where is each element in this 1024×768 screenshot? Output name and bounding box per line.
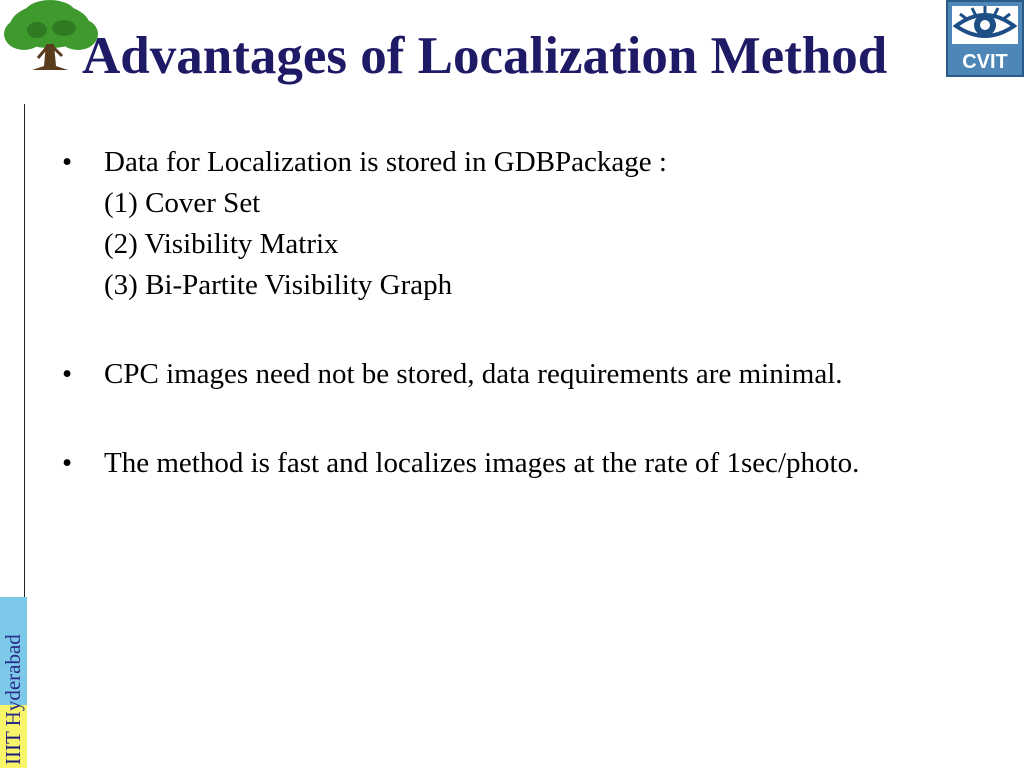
bullet-subitem: (2) Visibility Matrix (104, 228, 339, 260)
cvit-logo (946, 0, 1024, 77)
bullet-symbol: • (62, 447, 73, 479)
tag-text-hyderabad: Hyderabad (1, 634, 25, 727)
bullet-item (62, 443, 1002, 484)
bullet-item (62, 142, 1002, 306)
cvit-logo-text: CVIT (962, 51, 1008, 73)
iiit-hyderabad-tag (0, 597, 27, 768)
tag-text (1, 634, 25, 765)
bullet-item (62, 354, 1002, 395)
vertical-divider (24, 104, 25, 604)
tag-text-iiit: IIIT (1, 731, 25, 765)
bullet-text: The method is fast and localizes images at the rate of 1sec/photo. (104, 447, 860, 479)
bullet-symbol: • (62, 146, 73, 178)
bullet-subitem: (1) Cover Set (104, 187, 261, 219)
slide-title: Advantages of Localization Method (82, 27, 888, 85)
bullet-text: CPC images need not be stored, data requirements are minimal. (104, 358, 843, 390)
bullet-symbol: • (62, 358, 73, 390)
bullet-subitem: (3) Bi-Partite Visibility Graph (104, 269, 453, 301)
bullet-text: Data for Localization is stored in GDBPackage : (104, 146, 667, 178)
slide-body (62, 142, 1002, 484)
